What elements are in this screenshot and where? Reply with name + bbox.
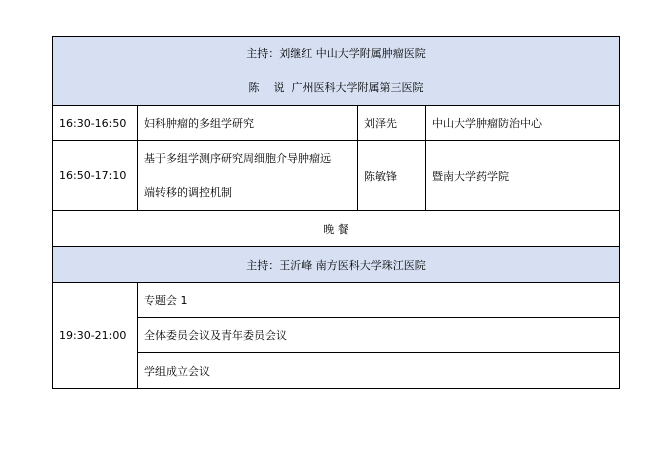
session1-host-line2 xyxy=(59,71,613,105)
table-row xyxy=(53,141,620,211)
dinner-cell: 晚 餐 xyxy=(53,211,620,247)
topic-cell: 妇科肿瘤的多组学研究 xyxy=(138,106,358,141)
topic-line2: 端转移的调控机制 xyxy=(144,185,232,199)
org-cell: 暨南大学药学院 xyxy=(426,141,620,211)
agenda-item: 专题会 1 xyxy=(138,283,620,318)
host2-name-b: 说 xyxy=(273,81,285,94)
session2-host-row xyxy=(53,247,620,283)
host-label: 主持： xyxy=(246,47,280,60)
session1-host-row xyxy=(53,37,620,106)
host1: 刘继红 中山大学附属肿瘤医院 xyxy=(279,47,426,60)
session1-host-cell xyxy=(53,37,620,106)
table-row xyxy=(53,318,620,353)
dinner-row xyxy=(53,211,620,247)
time-cell: 19:30-21:00 xyxy=(53,283,138,389)
table-row xyxy=(53,353,620,389)
agenda-item: 全体委员会议及青年委员会议 xyxy=(138,318,620,353)
topic-cell xyxy=(138,141,358,211)
time-cell: 16:30-16:50 xyxy=(53,106,138,141)
host2-name-a: 陈 xyxy=(248,81,260,94)
agenda-item: 学组成立会议 xyxy=(138,353,620,389)
topic-line1: 基于多组学测序研究周细胞介导肿瘤远 xyxy=(144,151,331,165)
org-cell: 中山大学肿瘤防治中心 xyxy=(426,106,620,141)
table-row xyxy=(53,106,620,141)
speaker-cell: 刘泽先 xyxy=(358,106,426,141)
session2-host-cell: 主持：王沂峰 南方医科大学珠江医院 xyxy=(53,247,620,283)
time-cell: 16:50-17:10 xyxy=(53,141,138,211)
session1-host-line1 xyxy=(59,37,613,71)
host2-org: 广州医科大学附属第三医院 xyxy=(291,81,424,94)
speaker-cell: 陈敏锋 xyxy=(358,141,426,211)
table-row xyxy=(53,283,620,318)
schedule-table xyxy=(52,36,620,389)
